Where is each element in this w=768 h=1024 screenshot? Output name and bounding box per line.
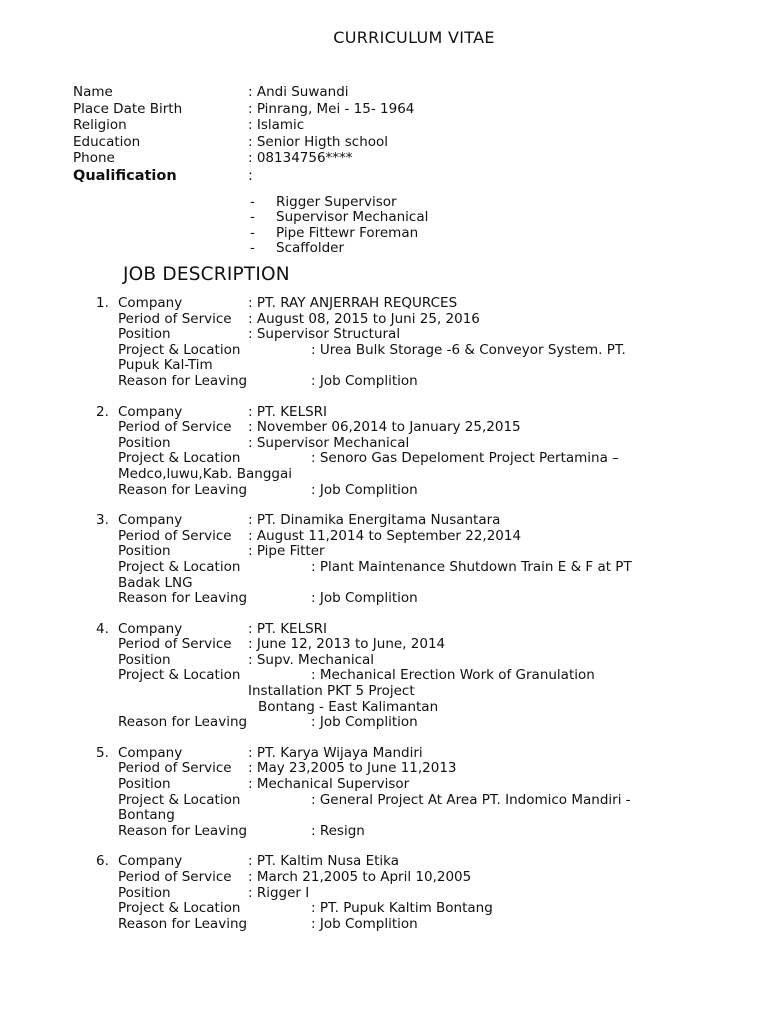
reason-label: Reason for Leaving [118, 714, 248, 731]
job-number: 5. [96, 744, 109, 761]
project-continuation: Bontang [118, 807, 175, 824]
company-value: : PT. Kaltim Nusa Etika [248, 853, 400, 870]
position-label: Position [118, 651, 171, 668]
position-value: : Supv. Mechanical [248, 651, 375, 668]
bullet-dash: - [250, 239, 255, 256]
company-label: Company [118, 620, 183, 637]
religion-label: Religion [73, 117, 127, 133]
bullet-dash: - [250, 194, 255, 210]
period-value: : August 11,2014 to September 22,2014 [248, 527, 522, 544]
reason-value: : Job Complition [311, 714, 418, 731]
job-entry [0, 746, 768, 840]
project-label: Project & Location [118, 558, 241, 575]
position-label: Position [118, 543, 171, 560]
project-value: : Plant Maintenance Shutdown Train E & F at PT [311, 558, 632, 575]
project-value: : Senoro Gas Depeloment Project Pertamina – [311, 450, 619, 467]
project-continuation: Medco,luwu,Kab. Banggai [118, 465, 292, 482]
document-title: CURRICULUM VITAE [333, 28, 495, 47]
birth-value: : Pinrang, Mei - 15- 1964 [248, 100, 415, 117]
job-entry [0, 513, 768, 607]
bullet-dash: - [250, 224, 255, 241]
phone-label: Phone [73, 150, 115, 166]
period-value: : June 12, 2013 to June, 2014 [248, 636, 446, 653]
job-list [0, 296, 768, 947]
project-label: Project & Location [118, 667, 241, 684]
period-value: : May 23,2005 to June 11,2013 [248, 760, 457, 777]
religion-row [73, 117, 414, 134]
education-label: Education [73, 133, 141, 150]
period-label: Period of Service [118, 527, 232, 544]
period-value: : November 06,2014 to January 25,2015 [248, 419, 521, 436]
qualification-row [73, 168, 414, 187]
education-row [73, 134, 414, 151]
company-value: : PT. KELSRI [248, 403, 328, 420]
qualification-item [250, 195, 428, 210]
position-value: : Mechanical Supervisor [248, 776, 410, 793]
bullet-dash: - [250, 209, 255, 226]
job-number: 1. [96, 295, 109, 311]
project-label: Project & Location [118, 900, 241, 917]
birth-label: Place Date Birth [73, 100, 183, 117]
qualification-item [250, 226, 428, 241]
qualification-text: Pipe Fittewr Foreman [276, 224, 419, 241]
position-value: : Pipe Fitter [248, 543, 325, 560]
reason-label: Reason for Leaving [118, 915, 248, 932]
project-value: : Urea Bulk Storage -6 & Conveyor System. PT. [311, 341, 626, 358]
reason-value: : Job Complition [311, 915, 418, 932]
company-label: Company [118, 295, 183, 311]
period-label: Period of Service [118, 869, 232, 885]
reason-label: Reason for Leaving [118, 822, 248, 839]
religion-value: : Islamic [248, 117, 305, 133]
job-number: 4. [96, 620, 109, 637]
job-number: 2. [96, 403, 109, 420]
name-label: Name [73, 84, 113, 100]
qualification-text: Scaffolder [276, 239, 345, 256]
period-label: Period of Service [118, 760, 232, 777]
project-continuation: Badak LNG [118, 574, 193, 591]
company-label: Company [118, 853, 183, 870]
position-value: : Supervisor Mechanical [248, 434, 410, 451]
project-value: : PT. Pupuk Kaltim Bontang [311, 900, 493, 917]
name-value: : Andi Suwandi [248, 84, 349, 100]
company-value: : PT. RAY ANJERRAH REQURCES [248, 295, 458, 311]
period-label: Period of Service [118, 636, 232, 653]
company-value: : PT. KELSRI [248, 620, 328, 637]
project-value: : General Project At Area PT. Indomico Mandiri - [311, 791, 631, 808]
education-value: : Senior Higth school [248, 133, 389, 150]
job-description-heading: JOB DESCRIPTION [123, 264, 290, 285]
qualification-label: Qualification [73, 167, 177, 184]
job-number: 3. [96, 512, 109, 529]
company-label: Company [118, 403, 183, 420]
birth-row [73, 101, 414, 118]
job-entry [0, 854, 768, 932]
reason-value: : Job Complition [311, 590, 418, 607]
period-label: Period of Service [118, 310, 232, 327]
phone-row [73, 150, 414, 167]
company-value: : PT. Karya Wijaya Mandiri [248, 744, 423, 761]
qualification-text: Rigger Supervisor [276, 194, 397, 210]
reason-value: : Job Complition [311, 372, 418, 389]
company-value: : PT. Dinamika Energitama Nusantara [248, 512, 501, 529]
project-continuation: Installation PKT 5 Project [248, 683, 415, 700]
period-label: Period of Service [118, 419, 232, 436]
company-label: Company [118, 744, 183, 761]
job-entry [0, 296, 768, 390]
job-number: 6. [96, 853, 109, 870]
project-label: Project & Location [118, 450, 241, 467]
name-row [73, 84, 414, 101]
qualification-item [250, 241, 428, 256]
qualification-colon: : [248, 167, 253, 184]
company-label: Company [118, 512, 183, 529]
position-value: : Supervisor Structural [248, 326, 401, 343]
period-value: : March 21,2005 to April 10,2005 [248, 869, 472, 885]
qualification-item [250, 210, 428, 225]
reason-label: Reason for Leaving [118, 481, 248, 498]
project-value: : Mechanical Erection Work of Granulation [311, 667, 595, 684]
reason-label: Reason for Leaving [118, 372, 248, 389]
position-label: Position [118, 434, 171, 451]
project-label: Project & Location [118, 791, 241, 808]
position-label: Position [118, 776, 171, 793]
qualification-text: Supervisor Mechanical [276, 209, 429, 226]
project-continuation-2: Bontang - East Kalimantan [258, 698, 439, 715]
project-label: Project & Location [118, 341, 241, 358]
qualification-list [250, 195, 428, 256]
project-continuation: Pupuk Kal-Tim [118, 357, 213, 374]
personal-info [73, 84, 414, 187]
phone-value: : 08134756**** [248, 150, 353, 166]
reason-value: : Job Complition [311, 481, 418, 498]
reason-value: : Resign [311, 822, 365, 839]
job-entry [0, 405, 768, 499]
reason-label: Reason for Leaving [118, 590, 248, 607]
job-entry [0, 622, 768, 731]
position-value: : Rigger I [248, 884, 310, 901]
position-label: Position [118, 326, 171, 343]
period-value: : August 08, 2015 to Juni 25, 2016 [248, 310, 480, 327]
position-label: Position [118, 884, 171, 901]
